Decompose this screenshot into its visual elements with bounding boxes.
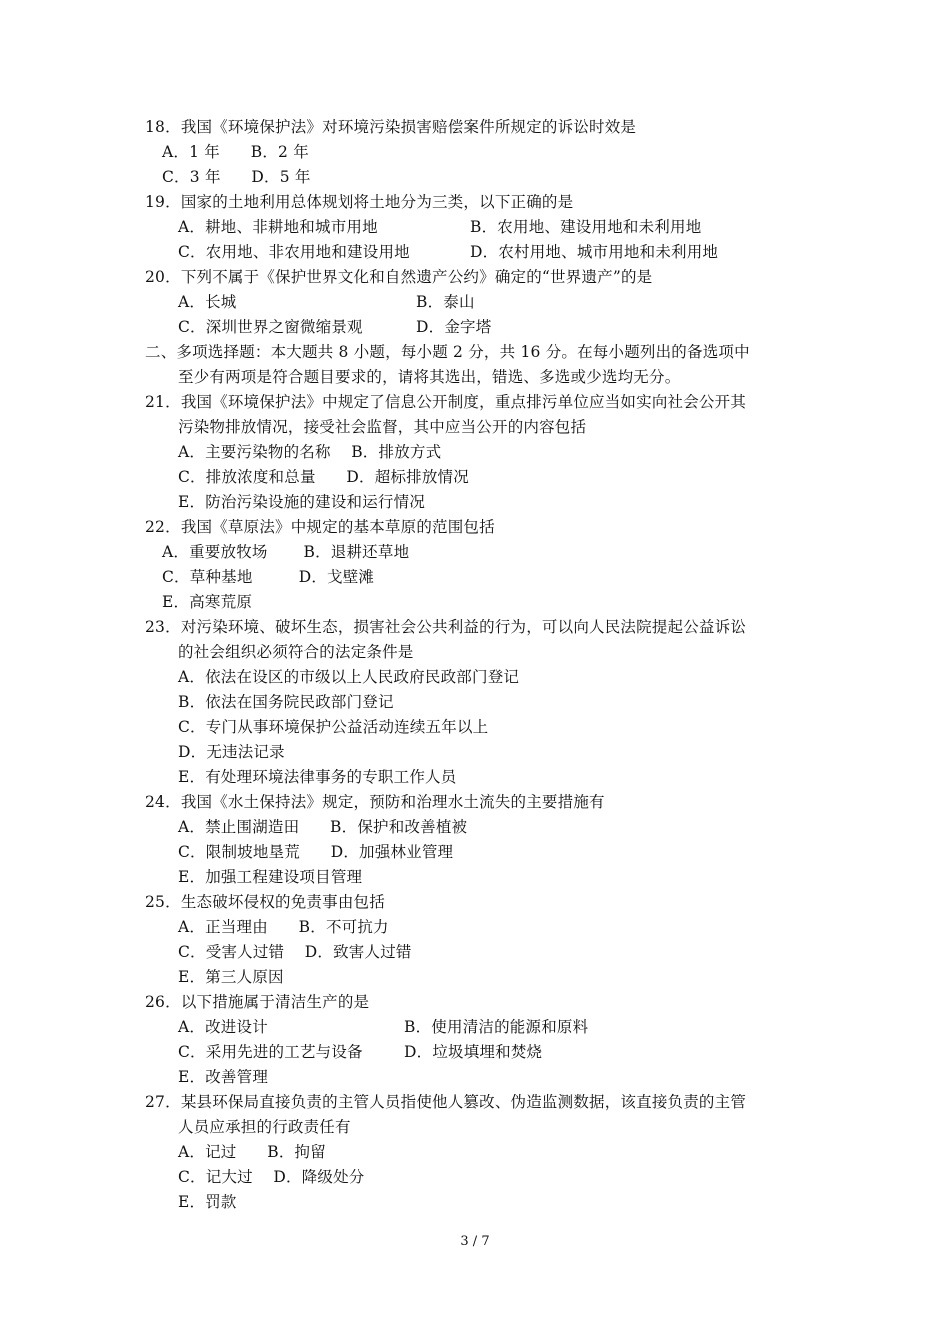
question-18-options-ab: A．1 年 B．2 年 — [162, 143, 309, 161]
question-18-options-cd: C．3 年 D．5 年 — [162, 168, 311, 186]
question-20-option-a: A．长城 — [178, 293, 237, 311]
question-25-options-cd: C．受害人过错 D．致害人过错 — [178, 943, 412, 961]
question-20-stem: 20．下列不属于《保护世界文化和自然遗产公约》确定的“世界遗产”的是 — [145, 268, 653, 286]
question-26-stem: 26．以下措施属于清洁生产的是 — [145, 993, 370, 1011]
question-25-stem: 25．生态破坏侵权的免责事由包括 — [145, 893, 385, 911]
question-20-option-b: B．泰山 — [416, 293, 475, 311]
question-26-option-a: A．改进设计 — [178, 1018, 268, 1036]
question-21-options-cd: C．排放浓度和总量 D．超标排放情况 — [178, 468, 469, 486]
question-21-stem-line-1: 21．我国《环境保护法》中规定了信息公开制度，重点排污单位应当如实向社会公开其 — [145, 393, 747, 411]
page-number: 3 / 7 — [460, 1234, 490, 1249]
question-22-stem: 22．我国《草原法》中规定的基本草原的范围包括 — [145, 518, 495, 536]
section-2-instructions-line-2: 至少有两项是符合题目要求的，请将其选出，错选、多选或少选均无分。 — [178, 368, 681, 386]
question-23-option-c: C．专门从事环境保护公益活动连续五年以上 — [178, 718, 489, 736]
question-21-options-ab: A．主要污染物的名称 B．排放方式 — [178, 443, 442, 461]
question-23-option-b: B．依法在国务院民政部门登记 — [178, 693, 394, 711]
question-23-option-d: D．无违法记录 — [178, 743, 285, 761]
question-23-option-e: E．有处理环境法律事务的专职工作人员 — [178, 768, 457, 786]
question-18-stem: 18．我国《环境保护法》对环境污染损害赔偿案件所规定的诉讼时效是 — [145, 118, 637, 136]
question-23-stem-line-2: 的社会组织必须符合的法定条件是 — [178, 643, 414, 661]
question-27-options-ab: A．记过 B．拘留 — [178, 1143, 326, 1161]
question-19-option-d: D．农村用地、城市用地和未利用地 — [470, 243, 719, 261]
question-22-options-ab: A．重要放牧场 B．退耕还草地 — [162, 543, 410, 561]
question-21-option-e: E．防治污染设施的建设和运行情况 — [178, 493, 426, 511]
question-26-option-e: E．改善管理 — [178, 1068, 269, 1086]
question-19-option-a: A．耕地、非耕地和城市用地 — [178, 218, 378, 236]
question-24-options-cd: C．限制坡地垦荒 D．加强林业管理 — [178, 843, 454, 861]
question-27-options-cd: C．记大过 D．降级处分 — [178, 1168, 365, 1186]
question-19-option-b: B．农用地、建设用地和未利用地 — [470, 218, 702, 236]
question-26-option-c: C．采用先进的工艺与设备 — [178, 1043, 363, 1061]
question-27-stem-line-1: 27．某县环保局直接负责的主管人员指使他人篡改、伪造监测数据，该直接负责的主管 — [145, 1093, 747, 1111]
question-24-stem: 24．我国《水土保持法》规定，预防和治理水土流失的主要措施有 — [145, 793, 605, 811]
question-22-options-cd: C．草种基地 D．戈壁滩 — [162, 568, 375, 586]
question-19-stem: 19．国家的土地利用总体规划将土地分为三类，以下正确的是 — [145, 193, 574, 211]
question-23-option-a: A．依法在设区的市级以上人民政府民政部门登记 — [178, 668, 520, 686]
question-25-options-ab: A．正当理由 B．不可抗力 — [178, 918, 389, 936]
section-2-instructions-line-1: 二、多项选择题：本大题共 8 小题，每小题 2 分，共 16 分。在每小题列出的备选项中 — [145, 343, 750, 361]
question-23-stem-line-1: 23．对污染环境、破坏生态，损害社会公共利益的行为，可以向人民法院提起公益诉讼 — [145, 618, 747, 636]
question-20-option-c: C．深圳世界之窗微缩景观 — [178, 318, 363, 336]
question-19-option-c: C．农用地、非农用地和建设用地 — [178, 243, 410, 261]
question-24-option-e: E．加强工程建设项目管理 — [178, 868, 363, 886]
question-27-stem-line-2: 人员应承担的行政责任有 — [178, 1118, 351, 1136]
question-21-stem-line-2: 污染物排放情况，接受社会监督，其中应当公开的内容包括 — [178, 418, 587, 436]
question-20-option-d: D．金字塔 — [416, 318, 492, 336]
question-25-option-e: E．第三人原因 — [178, 968, 284, 986]
question-27-option-e: E．罚款 — [178, 1193, 237, 1211]
question-26-option-b: B．使用清洁的能源和原料 — [404, 1018, 589, 1036]
question-26-option-d: D．垃圾填埋和焚烧 — [404, 1043, 543, 1061]
question-24-options-ab: A．禁止围湖造田 B．保护和改善植被 — [178, 818, 468, 836]
question-22-option-e: E．高寒荒原 — [162, 593, 253, 611]
